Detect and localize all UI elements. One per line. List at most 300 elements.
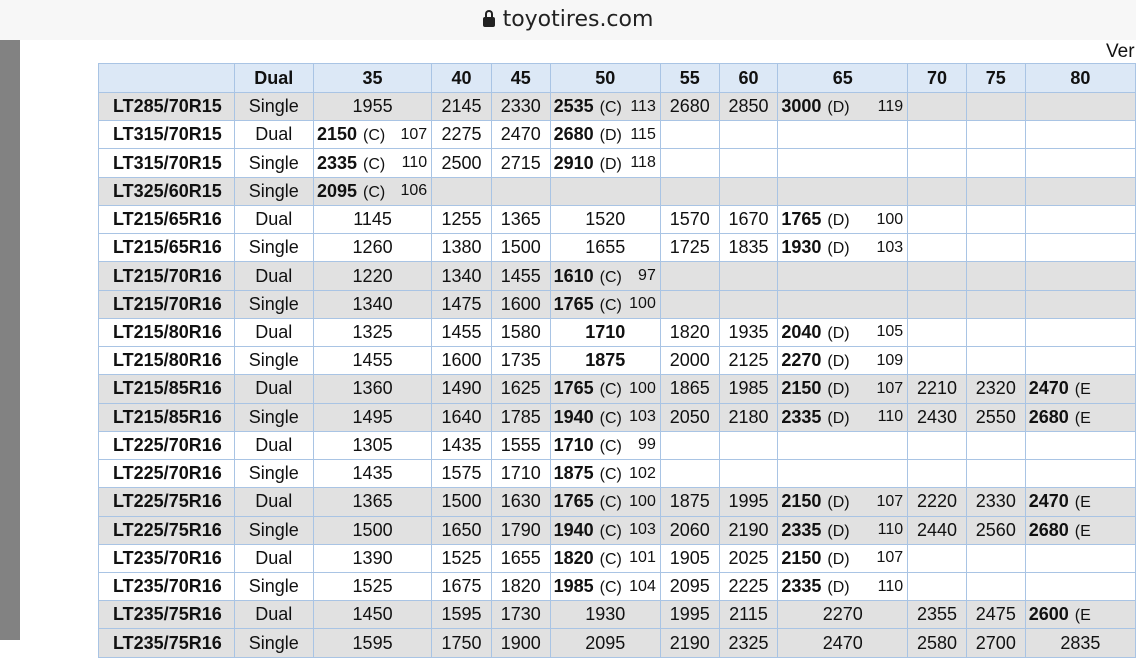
load-cell: [1025, 488, 1135, 516]
load-cell: 1750: [432, 629, 492, 657]
load-value: 1765: [553, 378, 594, 399]
load-cell: [778, 262, 908, 290]
load-cell: 2430: [908, 403, 967, 431]
load-cell: [1025, 205, 1135, 233]
table-row: [99, 572, 1136, 600]
load-range: (D): [827, 381, 850, 399]
load-cell: [550, 318, 660, 346]
load-cell: 2095: [660, 572, 719, 600]
load-cell: 1835: [719, 234, 778, 262]
load-cell: 1365: [491, 205, 550, 233]
load-cell: [550, 572, 660, 600]
load-cell: [966, 121, 1025, 149]
load-index: 100: [876, 210, 904, 228]
load-inflation-table: [98, 63, 1136, 658]
load-index: 105: [876, 323, 904, 341]
load-cell: [966, 234, 1025, 262]
table-row: [99, 544, 1136, 572]
load-cell: [550, 262, 660, 290]
load-range: (C): [363, 183, 386, 201]
load-cell: 1595: [313, 629, 431, 657]
load-cell: 2060: [660, 516, 719, 544]
table-row: [99, 290, 1136, 318]
load-cell: [1025, 234, 1135, 262]
load-value: 1765: [553, 491, 594, 512]
dual-single-cell: Single: [234, 149, 313, 177]
load-cell: 2500: [432, 149, 492, 177]
load-value: 3000: [781, 96, 822, 117]
load-cell: [966, 290, 1025, 318]
load-index: 113: [630, 97, 656, 115]
load-cell: 2095: [550, 629, 660, 657]
load-index: 107: [876, 492, 904, 510]
dual-single-cell: Single: [234, 290, 313, 318]
load-cell: [778, 93, 908, 121]
load-cell: [550, 177, 660, 205]
load-cell: [966, 347, 1025, 375]
load-cell: [550, 403, 660, 431]
load-value: 2040: [781, 321, 822, 342]
load-index: 99: [638, 436, 656, 454]
table-row: [99, 347, 1136, 375]
load-value: 2095: [316, 180, 357, 201]
load-range: (D): [827, 353, 850, 371]
dual-single-cell: Single: [234, 629, 313, 657]
load-cell: 2850: [719, 93, 778, 121]
load-value: 1930: [781, 237, 822, 258]
tire-size-cell: LT225/70R16: [99, 431, 235, 459]
load-index: 104: [629, 577, 656, 595]
header-psi: 75: [966, 64, 1025, 93]
load-cell: [908, 93, 967, 121]
load-cell: 2275: [432, 121, 492, 149]
table-header-row: [99, 64, 1136, 93]
load-value: 2270: [781, 350, 822, 371]
load-range: (C): [599, 494, 622, 512]
load-cell: [966, 205, 1025, 233]
load-range: (C): [599, 268, 622, 286]
dual-single-cell: Dual: [234, 544, 313, 572]
dual-single-cell: Dual: [234, 262, 313, 290]
dual-single-cell: Single: [234, 403, 313, 431]
load-value: 2335: [316, 152, 357, 173]
load-cell: [1025, 177, 1135, 205]
load-cell: [778, 488, 908, 516]
load-range: (D): [827, 550, 850, 568]
header-psi: 45: [491, 64, 550, 93]
browser-address-bar[interactable]: [0, 0, 1136, 41]
load-cell: 1730: [491, 601, 550, 629]
load-cell: [908, 460, 967, 488]
load-range: (C): [599, 522, 622, 540]
load-value: 2335: [781, 406, 822, 427]
load-cell: 1630: [491, 488, 550, 516]
load-cell: 2210: [908, 375, 967, 403]
load-value: 2150: [781, 547, 822, 568]
load-cell: [719, 431, 778, 459]
load-cell: [1025, 121, 1135, 149]
load-cell: 1525: [432, 544, 492, 572]
load-range: (D): [599, 127, 622, 145]
load-cell: 2025: [719, 544, 778, 572]
load-index: 101: [629, 549, 656, 567]
tire-size-cell: LT225/75R16: [99, 516, 235, 544]
load-cell: [660, 460, 719, 488]
load-cell: [778, 572, 908, 600]
load-cell: 1655: [550, 234, 660, 262]
load-cell: [908, 572, 967, 600]
load-cell: 2330: [966, 488, 1025, 516]
load-cell: [550, 121, 660, 149]
tire-size-cell: LT215/70R16: [99, 262, 235, 290]
load-cell: [966, 460, 1025, 488]
load-value: 1940: [553, 406, 594, 427]
load-cell: 2190: [719, 516, 778, 544]
load-cell: 2050: [660, 403, 719, 431]
load-cell: [966, 318, 1025, 346]
tire-size-cell: LT315/70R15: [99, 121, 235, 149]
load-range: (D): [827, 494, 850, 512]
load-cell: 1450: [313, 601, 431, 629]
load-cell: 1675: [432, 572, 492, 600]
load-index: 110: [401, 154, 428, 172]
load-cell: [908, 149, 967, 177]
load-cell: [966, 262, 1025, 290]
load-value: 1710: [553, 434, 594, 455]
load-cell: 2560: [966, 516, 1025, 544]
tire-size-cell: LT215/80R16: [99, 318, 235, 346]
load-cell: [778, 460, 908, 488]
load-cell: 1710: [491, 460, 550, 488]
load-range: (C): [599, 381, 622, 399]
load-cell: 1995: [660, 601, 719, 629]
load-range: (E: [1074, 607, 1091, 625]
load-value: 2680: [1028, 406, 1069, 427]
load-cell: 1900: [491, 629, 550, 657]
load-index: 110: [877, 577, 904, 595]
load-cell: [966, 93, 1025, 121]
load-range: (E: [1074, 381, 1091, 399]
load-value: 2150: [781, 378, 822, 399]
load-index: 97: [638, 267, 656, 285]
load-range: (D): [827, 99, 850, 117]
load-range: (E: [1074, 409, 1091, 427]
load-cell: 2470: [491, 121, 550, 149]
load-cell: [908, 318, 967, 346]
load-range: (D): [827, 579, 850, 597]
load-cell: [550, 149, 660, 177]
load-cell: 2330: [491, 93, 550, 121]
table-row: [99, 93, 1136, 121]
load-value: 2470: [1028, 491, 1069, 512]
load-cell: [660, 262, 719, 290]
load-index: 109: [876, 351, 904, 369]
table-row: [99, 149, 1136, 177]
header-psi: 60: [719, 64, 778, 93]
load-value: 1875: [553, 463, 594, 484]
load-cell: [719, 121, 778, 149]
load-cell: [1025, 347, 1135, 375]
load-cell: 2355: [908, 601, 967, 629]
load-cell: [908, 205, 967, 233]
load-value: 1610: [553, 265, 594, 286]
load-cell: [313, 177, 431, 205]
load-range: (D): [827, 212, 850, 230]
load-cell: [432, 177, 492, 205]
lock-icon: [483, 11, 495, 27]
load-cell: 1525: [313, 572, 431, 600]
load-cell: 1575: [432, 460, 492, 488]
load-cell: [966, 572, 1025, 600]
dual-single-cell: Dual: [234, 375, 313, 403]
load-cell: [1025, 544, 1135, 572]
load-cell: 2475: [966, 601, 1025, 629]
load-range: (C): [599, 466, 622, 484]
load-value: 2535: [553, 96, 594, 117]
load-cell: [660, 290, 719, 318]
tire-size-cell: LT235/70R16: [99, 544, 235, 572]
table-row: [99, 205, 1136, 233]
dual-single-cell: Single: [234, 347, 313, 375]
load-cell: 2180: [719, 403, 778, 431]
load-cell: [660, 149, 719, 177]
dual-single-cell: Single: [234, 93, 313, 121]
load-value: 1765: [553, 293, 594, 314]
load-cell: 2225: [719, 572, 778, 600]
load-cell: [313, 149, 431, 177]
load-cell: [778, 318, 908, 346]
load-index: 103: [629, 408, 656, 426]
table-row: [99, 488, 1136, 516]
load-cell: [550, 460, 660, 488]
load-index: 100: [629, 295, 656, 313]
load-cell: [1025, 516, 1135, 544]
url-display[interactable]: [0, 7, 1136, 32]
load-cell: [313, 121, 431, 149]
tire-size-cell: LT215/85R16: [99, 375, 235, 403]
table-row: [99, 262, 1136, 290]
table-row: [99, 403, 1136, 431]
load-cell: 2440: [908, 516, 967, 544]
load-cell: 1905: [660, 544, 719, 572]
table-row: [99, 234, 1136, 262]
load-cell: 1495: [313, 403, 431, 431]
load-range: (D): [827, 324, 850, 342]
load-cell: [1025, 375, 1135, 403]
load-cell: [908, 544, 967, 572]
load-cell: [908, 347, 967, 375]
dual-single-cell: Dual: [234, 601, 313, 629]
load-index: 118: [630, 154, 656, 172]
table-row: [99, 177, 1136, 205]
load-cell: [1025, 262, 1135, 290]
load-index: 106: [400, 182, 428, 200]
load-range: (E: [1074, 522, 1091, 540]
load-cell: [778, 290, 908, 318]
load-range: (D): [599, 155, 622, 173]
load-cell: 2550: [966, 403, 1025, 431]
dual-single-cell: Single: [234, 234, 313, 262]
load-range: (D): [827, 240, 850, 258]
load-cell: [719, 149, 778, 177]
table-row: [99, 460, 1136, 488]
load-cell: [778, 149, 908, 177]
load-range: (C): [599, 437, 622, 455]
load-range: (C): [599, 579, 622, 597]
load-cell: 2700: [966, 629, 1025, 657]
url-domain: toyotires.com: [502, 7, 654, 32]
load-cell: 1595: [432, 601, 492, 629]
load-cell: 2115: [719, 601, 778, 629]
header-psi: 80: [1025, 64, 1135, 93]
load-cell: 1340: [313, 290, 431, 318]
load-cell: 2715: [491, 149, 550, 177]
load-cell: [1025, 149, 1135, 177]
load-value: 2470: [1028, 378, 1069, 399]
load-cell: 1305: [313, 431, 431, 459]
load-cell: 2680: [660, 93, 719, 121]
load-cell: 1435: [432, 431, 492, 459]
header-psi: 50: [550, 64, 660, 93]
load-cell: [778, 234, 908, 262]
tire-size-cell: LT235/70R16: [99, 572, 235, 600]
load-cell: 2145: [432, 93, 492, 121]
load-value: 1940: [553, 519, 594, 540]
tire-size-cell: LT315/70R15: [99, 149, 235, 177]
load-cell: 1785: [491, 403, 550, 431]
load-cell: 2835: [1025, 629, 1135, 657]
header-psi: 55: [660, 64, 719, 93]
load-cell: 2220: [908, 488, 967, 516]
load-cell: 1640: [432, 403, 492, 431]
tire-size-cell: LT235/75R16: [99, 629, 235, 657]
tire-size-cell: LT225/75R16: [99, 488, 235, 516]
dual-single-cell: Single: [234, 460, 313, 488]
load-cell: 1500: [432, 488, 492, 516]
load-index: 107: [400, 125, 428, 143]
load-cell: 1365: [313, 488, 431, 516]
load-cell: [550, 290, 660, 318]
load-value: 2335: [781, 519, 822, 540]
header-psi: 35: [313, 64, 431, 93]
load-cell: [778, 403, 908, 431]
dual-single-cell: Dual: [234, 318, 313, 346]
dual-single-cell: Single: [234, 572, 313, 600]
load-cell: 2190: [660, 629, 719, 657]
load-cell: 1390: [313, 544, 431, 572]
load-cell: [1025, 460, 1135, 488]
load-value: 2680: [1028, 519, 1069, 540]
load-cell: [1025, 290, 1135, 318]
tire-size-cell: LT215/80R16: [99, 347, 235, 375]
load-cell: 2125: [719, 347, 778, 375]
load-cell: 1435: [313, 460, 431, 488]
load-cell: 1325: [313, 318, 431, 346]
dual-single-cell: Dual: [234, 431, 313, 459]
load-cell: [550, 431, 660, 459]
load-cell: [778, 347, 908, 375]
load-cell: 1360: [313, 375, 431, 403]
load-cell: [908, 121, 967, 149]
load-cell: [778, 205, 908, 233]
load-index: 103: [629, 521, 656, 539]
load-cell: 1955: [313, 93, 431, 121]
tire-size-cell: LT215/65R16: [99, 205, 235, 233]
load-cell: 1455: [491, 262, 550, 290]
load-cell: [1025, 403, 1135, 431]
load-range: (C): [363, 155, 386, 173]
load-cell: [719, 262, 778, 290]
load-cell: [966, 431, 1025, 459]
load-range: (C): [599, 409, 622, 427]
load-cell: 1455: [313, 347, 431, 375]
load-cell: 1725: [660, 234, 719, 262]
load-cell: [491, 177, 550, 205]
load-cell: 1600: [432, 347, 492, 375]
load-cell: [1025, 318, 1135, 346]
load-cell: [778, 516, 908, 544]
load-value: 2150: [316, 124, 357, 145]
load-cell: [660, 177, 719, 205]
load-range: (C): [363, 127, 386, 145]
load-value: 1710: [585, 321, 626, 342]
load-cell: 1930: [550, 601, 660, 629]
load-cell: 1865: [660, 375, 719, 403]
load-cell: 1650: [432, 516, 492, 544]
load-range: (E: [1074, 494, 1091, 512]
load-cell: 1820: [491, 572, 550, 600]
load-range: (C): [599, 550, 622, 568]
load-cell: 1600: [491, 290, 550, 318]
load-cell: [778, 375, 908, 403]
header-dual: Dual: [234, 64, 313, 93]
load-cell: [550, 347, 660, 375]
load-cell: [660, 121, 719, 149]
load-cell: [908, 431, 967, 459]
load-cell: 1820: [660, 318, 719, 346]
load-cell: [550, 544, 660, 572]
load-cell: [550, 516, 660, 544]
load-value: 2150: [781, 491, 822, 512]
load-cell: 1790: [491, 516, 550, 544]
scroll-gutter: [0, 40, 20, 640]
load-value: 2335: [781, 576, 822, 597]
table-row: [99, 431, 1136, 459]
load-cell: 1580: [491, 318, 550, 346]
load-cell: [966, 544, 1025, 572]
load-cell: 2325: [719, 629, 778, 657]
tire-size-cell: LT235/75R16: [99, 601, 235, 629]
cut-off-heading: Ver: [1106, 41, 1135, 62]
load-index: 100: [629, 492, 656, 510]
load-cell: 1260: [313, 234, 431, 262]
table-row: [99, 375, 1136, 403]
load-range: (C): [599, 296, 622, 314]
load-value: 1985: [553, 576, 594, 597]
load-cell: [778, 121, 908, 149]
load-cell: 1555: [491, 431, 550, 459]
load-cell: 1625: [491, 375, 550, 403]
table-row: [99, 318, 1136, 346]
load-cell: 1500: [313, 516, 431, 544]
load-cell: 1145: [313, 205, 431, 233]
dual-single-cell: Single: [234, 177, 313, 205]
load-cell: [1025, 601, 1135, 629]
load-cell: 1520: [550, 205, 660, 233]
load-index: 107: [876, 549, 904, 567]
tire-size-cell: LT215/85R16: [99, 403, 235, 431]
load-cell: [966, 177, 1025, 205]
